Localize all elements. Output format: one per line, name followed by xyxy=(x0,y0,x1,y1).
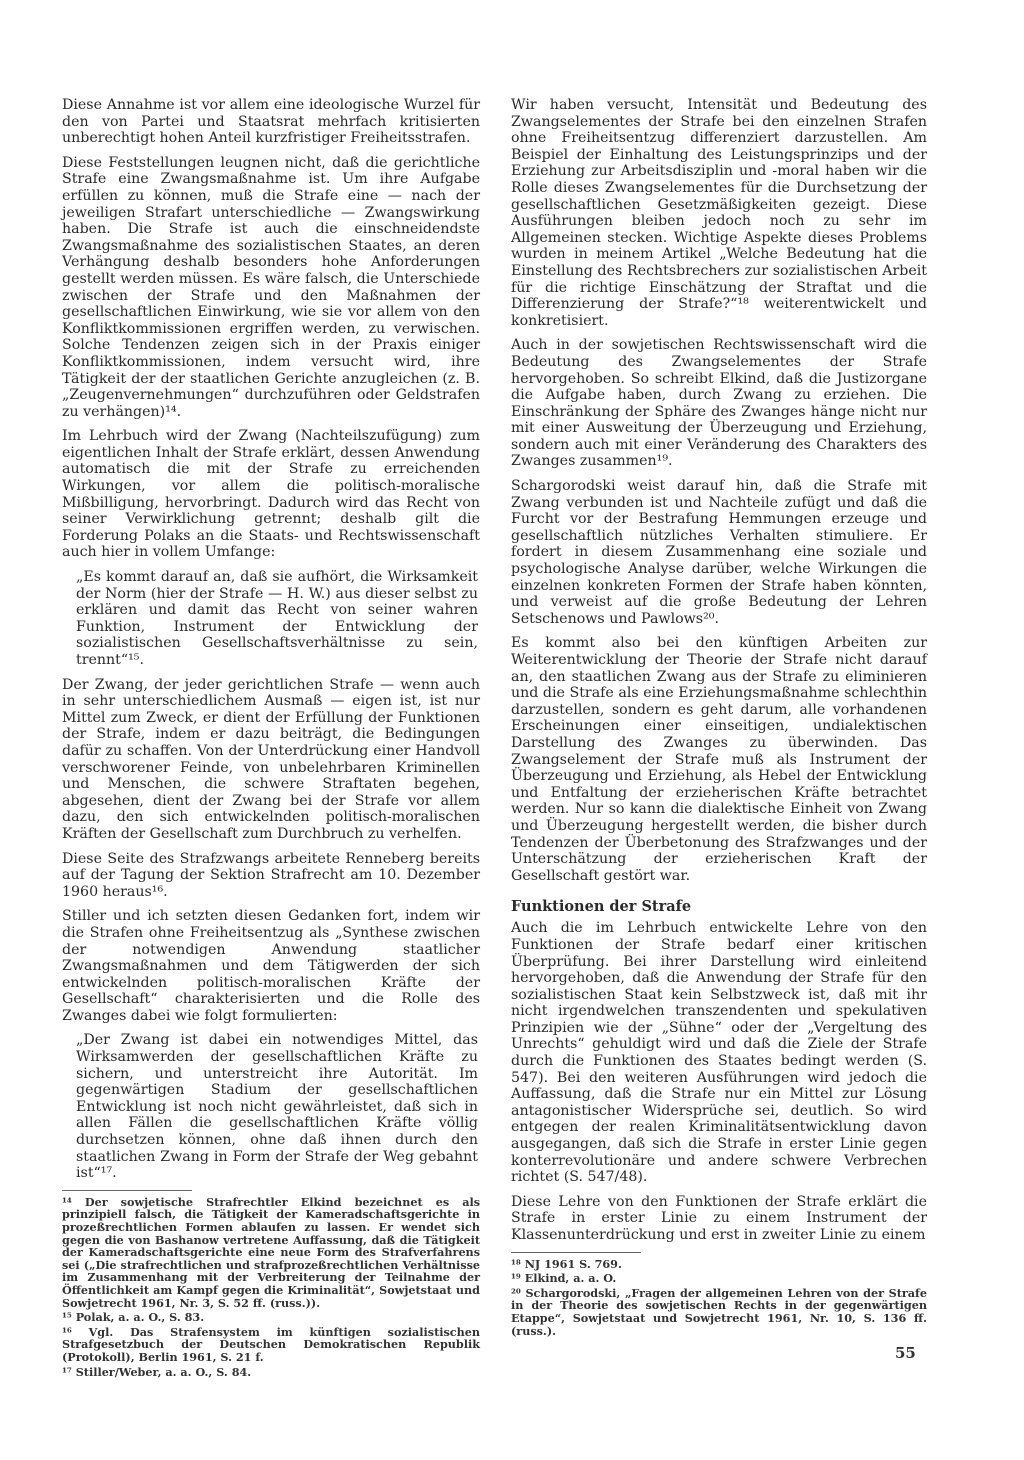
footnote: ¹⁸ NJ 1961 S. 769. xyxy=(511,1256,622,1271)
footnote: ²⁰ Schargorodski, „Fragen der allgemeinen Lehren von der Strafe in der Theorie des sowjetischen Rechts in der gegenwärtigen Etappe“, Sowjetstaat und Sowjetrecht 1961, Nr. 10, S. 136 ff. (russ.). xyxy=(511,1285,927,1338)
page-number: 55 xyxy=(895,1344,916,1362)
footnote: ¹⁴ Der sowjetische Strafrechtler Elkind bezeichnet es als prinzipiell falsch, die Tätigkeit der Kameradschaftsgerichte in prozeßrechtlichen Formen ablaufen zu lassen. Er wendet sich gegen die von Bashanow vertretene Auffassung, daß die Tätigkeit der Kameradschaftsgerichte eine neue Form des Strafverfahrens sei („Die strafrechtlichen und strafprozeßrechtlichen Verhältnisse im Zusammenhang mit der Verbreiterung der Teilnahme der Öffentlichkeit am Kampf gegen die Kriminalität“, Sowjetstaat und Sowjetrecht 1961, Nr. 3, S. 52 ff. (russ.)). xyxy=(62,1194,480,1310)
left-column xyxy=(62,97,480,1380)
footnote: ¹⁶ Vgl. Das Strafensystem im künftigen sozialistischen Strafgesetzbuch der Deutschen Demokratischen Republik (Protokoll), Berlin 1961, S. 21 f. xyxy=(62,1324,480,1364)
paragraph: Diese Annahme ist vor allem eine ideologische Wurzel für den von Partei und Staatsrat mehrfach kritisierten unberechtigt hohen Anteil kurzfristiger Freiheitsstrafen. xyxy=(62,97,480,147)
footnote: ¹⁹ Elkind, a. a. O. xyxy=(511,1271,617,1286)
block-quote: „Es kommt darauf an, daß sie aufhört, die Wirksamkeit der Norm (hier der Strafe — H. W.) aus dieser selbst zu erklären und damit das Recht von seiner wahren Funktion, Instrument der Entwicklung der sozialistischen Gesellschaftsverhältnisse zu sein, trennt“¹⁵. xyxy=(76,569,478,668)
paragraph: Im Lehrbuch wird der Zwang (Nachteilszufügung) zum eigentlichen Inhalt der Strafe erklärt, dessen Anwendung automatisch die mit der Strafe zu erreichenden Wirkungen, vor allem die politisch-moralische Mißbilligung, hervorbringt. Dadurch wird das Recht von seiner Verwirklichung getrennt; deshalb gilt die Forderung Polaks an die Staats- und Rechtswissenschaft auch hier in vollem Umfange: xyxy=(62,428,480,561)
paragraph: Es kommt also bei den künftigen Arbeiten zur Weiterentwicklung der Theorie der Strafe nicht darauf an, den staatlichen Zwang aus der Strafe zu eliminieren und die Strafe als eine Erziehungsmaßnahme schlechthin darzustellen, sondern es geht darum, alle vorhandenen Erscheinungen einer einseitigen, undialektischen Darstellung des Zwanges zu überwinden. Das Zwangselement der Strafe muß als Instrument der Überzeugung und Erziehung, als Hebel der Entwicklung und Entfaltung der erzieherischen Kräfte betrachtet werden. Nur so kann die dialektische Einheit von Zwang und Überzeugung hergestellt werden, die bisher durch Tendenzen der Überbetonung des Strafzwanges und der Unterschätzung der erzieherischen Kraft der Gesellschaft gestört war. xyxy=(511,635,927,884)
paragraph: Stiller und ich setzten diesen Gedanken fort, indem wir die Strafen ohne Freiheitsentzug als „Synthese zwischen der notwendigen Anwendung staatlicher Zwangsmaßnahmen und dem Tätigwerden der sich entwickelnden politisch-moralischen Kräfte der Gesellschaft“ charakterisierten und die Rolle des Zwanges dabei wie folgt formulierten: xyxy=(62,908,480,1024)
footnote-divider xyxy=(62,1190,192,1191)
paragraph: Auch in der sowjetischen Rechtswissenschaft wird die Bedeutung des Zwangselementes der Strafe hervorgehoben. So schreibt Elkind, daß die Justizorgane die Aufgabe haben, durch Zwang zu erziehen. Die Einschränkung der Sphäre des Zwanges hänge nicht nur mit einer Ausweitung der Überzeugung und Erziehung, sondern auch mit einer Veränderung des Charakters des Zwanges zusammen¹⁹. xyxy=(511,337,927,470)
paragraph: Diese Feststellungen leugnen nicht, daß die gerichtliche Strafe eine Zwangsmaßnahme ist. Um ihre Aufgabe erfüllen zu können, muß die Strafe eine — nach der jeweiligen Strafart unterschiedliche — Zwangswirkung haben. Die Strafe ist auch die einschneidendste Zwangsmaßnahme des sozialistischen Staates, an deren Verhängung deshalb besonders hohe Anforderungen gestellt werden müssen. Es wäre falsch, die Unterschiede zwischen der Strafe und den Maßnahmen der gesellschaftlichen Einwirkung, wie sie vor allem von den Konfliktkommissionen ergriffen werden, zu verwischen. Solche Tendenzen zeigen sich in der Praxis einiger Konfliktkommissionen, indem versucht wird, ihre Tätigkeit der der staatlichen Gerichte anzugleichen (z. B. „Zeugenvernehmungen“ durchzuführen oder Geldstrafen zu verhängen)¹⁴. xyxy=(62,154,480,420)
paragraph: Wir haben versucht, Intensität und Bedeutung des Zwangselementes der Strafe bei den einzelnen Strafen ohne Freiheitsentzug differenziert darzustellen. Am Beispiel der Einhaltung des Leistungsprinzips und der Erziehung zur Arbeitsdisziplin und -moral haben wir die Rolle dieses Zwangselementes für die Durchsetzung der gesellschaftlichen Gesetzmäßigkeiten gezeigt. Diese Ausführungen bleiben jedoch noch zu sehr im Allgemeinen stecken. Wichtige Aspekte dieses Problems wurden in meinem Artikel „Welche Bedeutung hat die Einstellung des Rechtsbrechers zur sozialistischen Arbeit für die richtige Einschätzung der Straftat und die Differenzierung der Strafe?“¹⁸ weiterentwickelt und konkretisiert. xyxy=(511,97,927,329)
section-heading: Funktionen der Strafe xyxy=(511,898,692,916)
paragraph: Auch die im Lehrbuch entwickelte Lehre von den Funktionen der Strafe bedarf einer kritischen Überprüfung. Bei ihrer Darstellung wird einleitend hervorgehoben, daß die Anwendung der Strafe für den sozialistischen Staat kein Selbstzweck ist, daß mit ihr nicht irgendwelchen transzendenten und spekulativen Prinzipien wie der „Sühne“ oder der „Vergeltung des Unrechts“ gehuldigt wird und daß die Ziele der Strafe durch die Funktionen des Staates bedingt werden (S. 547). Bei den weiteren Ausführungen wird jedoch die Auffassung, daß die Strafe nur ein Mittel zur Lösung antagonistischer Widersprüche sei, deutlich. So wird entgegen der realen Kriminalitätsentwicklung davon ausgegangen, daß sich die Strafe in erster Linie gegen konterrevolutionäre und andere schwere Verbrechen richtet (S. 547/48). xyxy=(511,920,927,1186)
paragraph: Schargorodski weist darauf hin, daß die Strafe mit Zwang verbunden ist und Nachteile zufügt und daß die Furcht vor der Bestrafung Hemmungen erzeuge und gesellschaftlich nützliches Verhalten stimuliere. Er fordert in diesem Zusammenhang eine soziale und psychologische Analyse darüber, welche Wirkungen die einzelnen konkreten Formen der Strafe haben könnten, und verweist auf die große Bedeutung der Lehren Setschenows und Pawlows²⁰. xyxy=(511,478,927,627)
footnote-divider xyxy=(511,1252,641,1253)
right-column xyxy=(511,97,927,1339)
paragraph: Der Zwang, der jeder gerichtlichen Strafe — wenn auch in sehr unterschiedlichem Ausmaß — eigen ist, ist nur Mittel zum Zweck, er dient der Erfüllung der Funktionen der Strafe, indem er dazu beiträgt, die Bedingungen dafür zu schaffen. Von der Unterdrückung einer Handvoll verschworener Feinde, von unbelehrbaren Kriminellen und Menschen, die schwere Straftaten begehen, abgesehen, dient der Zwang bei der Strafe vor allem dazu, den sich entwickelnden politisch-moralischen Kräften der Gesellschaft zum Durchbruch zu verhelfen. xyxy=(62,676,480,842)
footnote: ¹⁷ Stiller/Weber, a. a. O., S. 84. xyxy=(62,1364,252,1379)
paragraph: Diese Lehre von den Funktionen der Strafe erklärt die Strafe in erster Linie zu einem Instrument der Klassenunterdrückung und erst in zweiter Linie zu einem xyxy=(511,1193,927,1243)
block-quote: „Der Zwang ist dabei ein notwendiges Mittel, das Wirksamwerden der gesellschaftlichen Kräfte zu sichern, und unterstreicht ihre Autorität. Im gegenwärtigen Stadium der gesellschaftlichen Entwicklung ist noch nicht gewährleistet, daß sich in allen Fällen die gesellschaftlichen Kräfte völlig durchsetzen können, ohne daß ihnen durch den staatlichen Zwang in Form der Strafe der Weg gebahnt ist“¹⁷. xyxy=(76,1032,478,1182)
footnote: ¹⁵ Polak, a. a. O., S. 83. xyxy=(62,1310,205,1325)
paragraph: Diese Seite des Strafzwangs arbeitete Renneberg bereits auf der Tagung der Sektion Strafrecht am 10. Dezember 1960 heraus¹⁶. xyxy=(62,850,480,900)
